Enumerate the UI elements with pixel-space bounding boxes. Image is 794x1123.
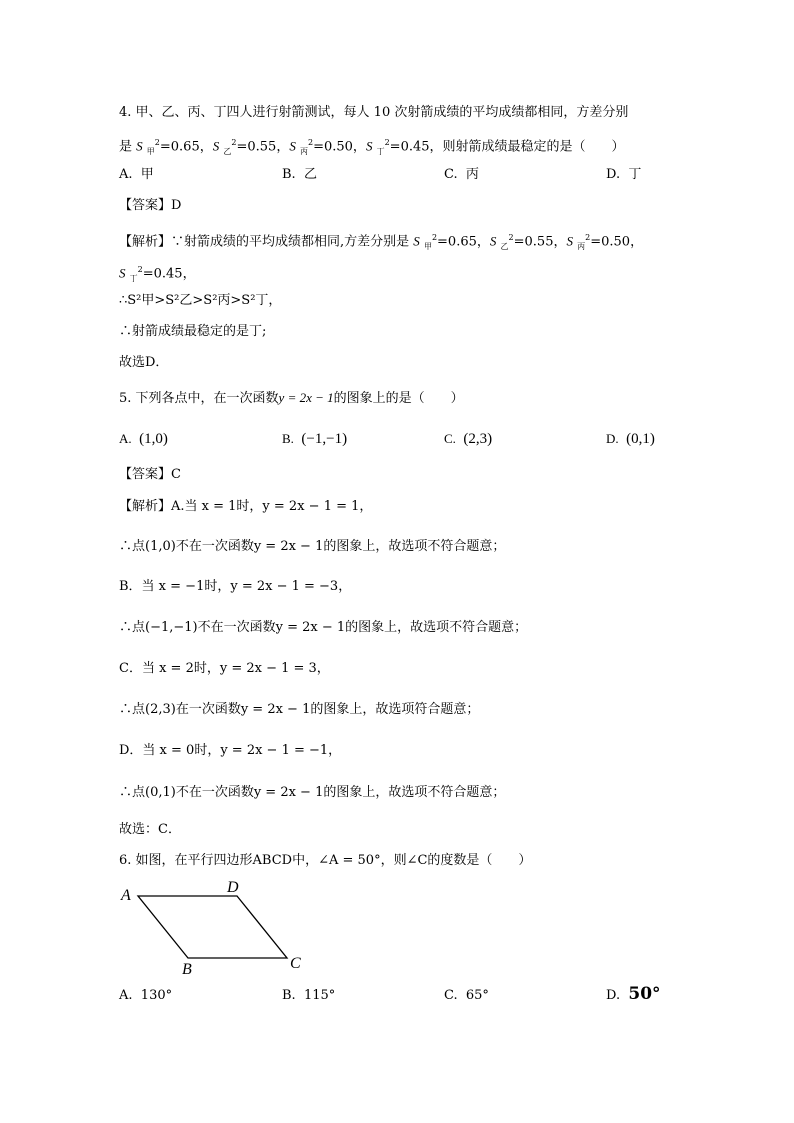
vertex-label-a: A bbox=[121, 887, 131, 904]
vertex-label-d: D bbox=[227, 879, 239, 896]
q6-option-c: C. 65° bbox=[444, 988, 489, 1003]
parallelogram-abcd bbox=[138, 896, 287, 958]
q5-analysis-line5: C．当 x = 2时，y = 2x − 1 = 3， bbox=[119, 661, 330, 676]
q6-option-d: D. 50° bbox=[606, 984, 661, 1004]
q5-analysis-line4: ∴点(−1,−1)不在一次函数y = 2x − 1的图象上，故选项不符合题意； bbox=[119, 620, 528, 635]
q5-stem: 5. 下列各点中，在一次函数y = 2x − 1的图象上的是（ ） bbox=[119, 390, 464, 406]
q5-analysis-line9: 故选：C． bbox=[119, 822, 181, 837]
parallelogram-figure bbox=[115, 874, 315, 979]
q4-stem-line2: 是 S $_甲^2$=0.65，S $_乙^2$=0.55，S $_丙^2$=0.50，S $_丁^2$=0.45，则射箭成绩最稳定的是（ ） bbox=[119, 138, 625, 156]
q4-analysis-line1: 【解析】∵射箭成绩的平均成绩都相同,方差分别是 S $_甲^2$=0.65，S $_乙^2$=0.55，S $_丙^2$=0.50， bbox=[119, 233, 644, 251]
q4-option-d: D. 丁 bbox=[606, 167, 642, 182]
q5-analysis-line1: 【解析】A.当 x = 1时，y = 2x − 1 = 1， bbox=[119, 499, 373, 514]
q5-option-c: C. (2,3) bbox=[444, 431, 493, 447]
q5-option-b: B. (−1,−1) bbox=[282, 431, 348, 447]
q4-stem-line1: 4. 甲、乙、丙、丁四人进行射箭测试，每人 10 次射箭成绩的平均成绩都相同，方差分别 bbox=[119, 105, 629, 120]
q4-option-a: A. 甲 bbox=[119, 167, 154, 182]
q5-option-d: D. (0,1) bbox=[606, 431, 655, 447]
q6-option-b: B. 115° bbox=[282, 988, 336, 1003]
q5-analysis-line8: ∴点(0,1)不在一次函数y = 2x − 1的图象上，故选项不符合题意； bbox=[119, 785, 506, 800]
q4-analysis-line4: ∴射箭成绩最稳定的是丁; bbox=[119, 324, 267, 339]
q6-stem: 6. 如图，在平行四边形ABCD中，∠A = 50°，则∠C的度数是（ ） bbox=[119, 853, 532, 868]
q4-option-b: B. 乙 bbox=[282, 167, 317, 182]
q5-analysis-line7: D．当 x = 0时，y = 2x − 1 = −1， bbox=[119, 743, 342, 758]
q4-analysis-line3: ∴S²甲>S²乙>S²丙>S²丁， bbox=[119, 293, 282, 308]
q5-answer: 【答案】C bbox=[119, 467, 181, 482]
q4-analysis-line2: S $_丁^2$=0.45， bbox=[119, 265, 196, 283]
q5-analysis-line3: B．当 x = −1时，y = 2x − 1 = −3， bbox=[119, 579, 352, 594]
q5-analysis-line2: ∴点(1,0)不在一次函数y = 2x − 1的图象上，故选项不符合题意； bbox=[119, 539, 506, 554]
q4-analysis-line5: 故选D． bbox=[119, 355, 169, 370]
vertex-label-b: B bbox=[182, 961, 192, 978]
q5-analysis-line6: ∴点(2,3)在一次函数y = 2x − 1的图象上，故选项符合题意； bbox=[119, 702, 480, 717]
vertex-label-c: C bbox=[290, 955, 301, 972]
q5-option-a: A. (1,0) bbox=[119, 431, 168, 447]
q4-option-c: C. 丙 bbox=[444, 167, 479, 182]
q6-option-a: A. 130° bbox=[119, 988, 173, 1003]
q4-answer: 【答案】D bbox=[119, 198, 182, 213]
